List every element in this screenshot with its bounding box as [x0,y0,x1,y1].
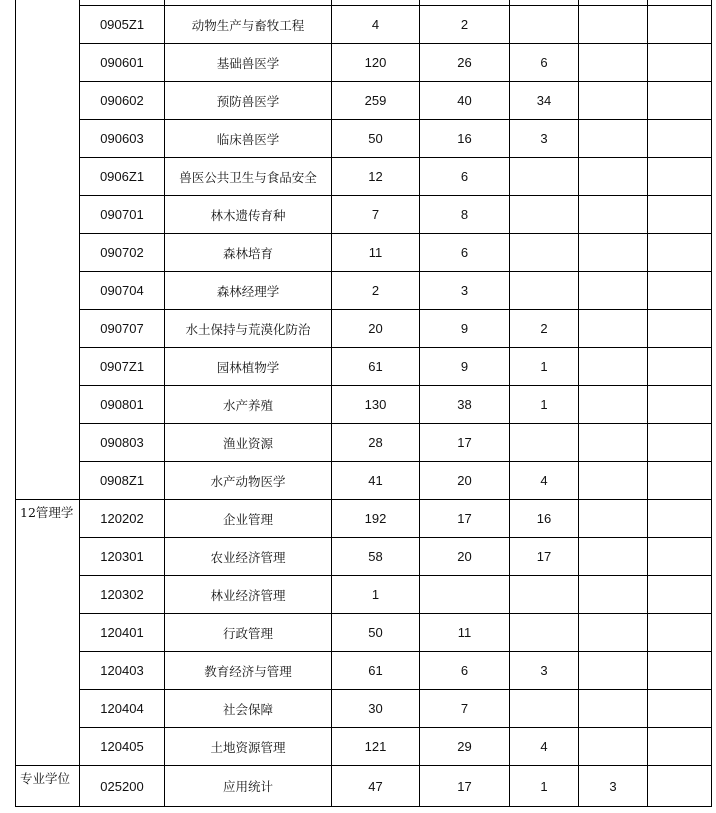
code-cell: 120202 [80,500,165,538]
major-name-cell: 园林植物学 [165,348,332,386]
count-cell [648,538,712,576]
count-cell: 7 [420,690,510,728]
count-cell: 259 [332,82,420,120]
count-cell [579,462,648,500]
count-cell: 120 [332,44,420,82]
count-cell [579,652,648,690]
table-row [16,158,712,196]
count-cell [579,120,648,158]
major-name-cell: 农业经济管理 [165,538,332,576]
count-cell: 7 [332,196,420,234]
count-cell: 1 [332,576,420,614]
count-cell: 4 [510,462,579,500]
major-name-cell: 林业经济管理 [165,576,332,614]
count-cell [648,348,712,386]
table-row [16,652,712,690]
count-cell [648,234,712,272]
count-cell: 11 [420,614,510,652]
count-cell [648,6,712,44]
count-cell [648,766,712,807]
table-row [16,348,712,386]
table-row [16,500,712,538]
table-row [16,6,712,44]
count-cell [648,120,712,158]
count-cell [648,424,712,462]
major-name-cell: 森林培育 [165,234,332,272]
count-cell [648,500,712,538]
count-cell: 3 [510,652,579,690]
count-cell: 3 [579,766,648,807]
count-cell [579,386,648,424]
count-cell [579,690,648,728]
count-cell: 17 [420,424,510,462]
table-row [16,576,712,614]
table-row [16,196,712,234]
count-cell: 9 [420,348,510,386]
table-row [16,690,712,728]
count-cell: 6 [420,234,510,272]
major-name-cell: 应用统计 [165,766,332,807]
count-cell [648,614,712,652]
count-cell [648,196,712,234]
code-cell: 120404 [80,690,165,728]
major-name-cell: 动物生产与畜牧工程 [165,6,332,44]
major-name-cell: 林木遗传育种 [165,196,332,234]
code-cell: 090701 [80,196,165,234]
code-cell: 090602 [80,82,165,120]
table-row [16,120,712,158]
code-cell: 120301 [80,538,165,576]
code-cell: 090801 [80,386,165,424]
count-cell [510,234,579,272]
code-cell: 090601 [80,44,165,82]
count-cell [579,234,648,272]
count-cell: 61 [332,348,420,386]
major-name-cell: 预防兽医学 [165,82,332,120]
table-row [16,614,712,652]
count-cell [510,690,579,728]
table-row [16,538,712,576]
count-cell: 20 [332,310,420,348]
count-cell [579,82,648,120]
count-cell: 34 [510,82,579,120]
category-cell: 专业学位 [16,766,80,807]
count-cell [510,424,579,462]
count-cell: 47 [332,766,420,807]
code-cell: 090702 [80,234,165,272]
count-cell [579,424,648,462]
count-cell [579,348,648,386]
count-cell: 12 [332,158,420,196]
count-cell [648,272,712,310]
count-cell: 9 [420,310,510,348]
count-cell [648,576,712,614]
major-name-cell: 水土保持与荒漠化防治 [165,310,332,348]
count-cell [648,44,712,82]
count-cell: 61 [332,652,420,690]
count-cell [420,576,510,614]
major-name-cell: 森林经理学 [165,272,332,310]
count-cell [510,6,579,44]
count-cell: 28 [332,424,420,462]
major-name-cell: 基础兽医学 [165,44,332,82]
major-name-cell: 社会保障 [165,690,332,728]
table-body [16,0,712,807]
code-cell: 120302 [80,576,165,614]
code-cell: 025200 [80,766,165,807]
code-cell: 090803 [80,424,165,462]
code-cell: 0905Z1 [80,6,165,44]
count-cell [510,196,579,234]
count-cell: 20 [420,462,510,500]
table-row [16,234,712,272]
category-cell: 12管理学 [16,500,80,766]
count-cell: 130 [332,386,420,424]
major-name-cell: 教育经济与管理 [165,652,332,690]
count-cell [510,614,579,652]
count-cell: 2 [510,310,579,348]
code-cell: 090707 [80,310,165,348]
table-row [16,82,712,120]
count-cell [648,82,712,120]
count-cell: 1 [510,386,579,424]
count-cell [579,576,648,614]
count-cell: 4 [510,728,579,766]
code-cell: 0907Z1 [80,348,165,386]
count-cell: 20 [420,538,510,576]
table-row [16,272,712,310]
major-name-cell: 临床兽医学 [165,120,332,158]
count-cell: 17 [510,538,579,576]
count-cell: 3 [420,272,510,310]
count-cell [510,272,579,310]
count-cell [648,158,712,196]
count-cell: 17 [420,500,510,538]
count-cell: 1 [510,348,579,386]
count-cell [510,158,579,196]
table-row [16,310,712,348]
count-cell: 2 [420,6,510,44]
count-cell: 6 [510,44,579,82]
count-cell [579,538,648,576]
count-cell [579,614,648,652]
count-cell [648,652,712,690]
count-cell: 30 [332,690,420,728]
count-cell [648,462,712,500]
major-name-cell: 土地资源管理 [165,728,332,766]
major-name-cell: 企业管理 [165,500,332,538]
code-cell: 0906Z1 [80,158,165,196]
table-row [16,766,712,807]
table-row [16,44,712,82]
table-row [16,386,712,424]
table-row [16,462,712,500]
count-cell [579,310,648,348]
count-cell: 3 [510,120,579,158]
count-cell: 29 [420,728,510,766]
count-cell: 41 [332,462,420,500]
count-cell: 40 [420,82,510,120]
count-cell: 17 [420,766,510,807]
count-cell: 6 [420,158,510,196]
count-cell: 4 [332,6,420,44]
count-cell: 16 [420,120,510,158]
count-cell [579,44,648,82]
count-cell [579,196,648,234]
count-cell: 38 [420,386,510,424]
count-cell: 2 [332,272,420,310]
major-name-cell: 水产养殖 [165,386,332,424]
enrollment-table [15,0,712,807]
count-cell [579,728,648,766]
count-cell: 11 [332,234,420,272]
count-cell: 192 [332,500,420,538]
count-cell: 1 [510,766,579,807]
count-cell: 26 [420,44,510,82]
count-cell: 50 [332,120,420,158]
count-cell [648,386,712,424]
count-cell [579,272,648,310]
count-cell [648,728,712,766]
code-cell: 120405 [80,728,165,766]
count-cell [579,158,648,196]
count-cell: 6 [420,652,510,690]
count-cell [579,500,648,538]
count-cell: 121 [332,728,420,766]
major-name-cell: 行政管理 [165,614,332,652]
count-cell: 50 [332,614,420,652]
code-cell: 090704 [80,272,165,310]
code-cell: 120401 [80,614,165,652]
major-name-cell: 水产动物医学 [165,462,332,500]
count-cell [579,6,648,44]
count-cell: 58 [332,538,420,576]
category-cell [16,0,80,500]
count-cell: 16 [510,500,579,538]
table-row [16,424,712,462]
code-cell: 0908Z1 [80,462,165,500]
major-name-cell: 兽医公共卫生与食品安全 [165,158,332,196]
code-cell: 120403 [80,652,165,690]
major-name-cell: 渔业资源 [165,424,332,462]
count-cell [648,690,712,728]
table-row [16,728,712,766]
count-cell [648,310,712,348]
count-cell [510,576,579,614]
count-cell: 8 [420,196,510,234]
code-cell: 090603 [80,120,165,158]
